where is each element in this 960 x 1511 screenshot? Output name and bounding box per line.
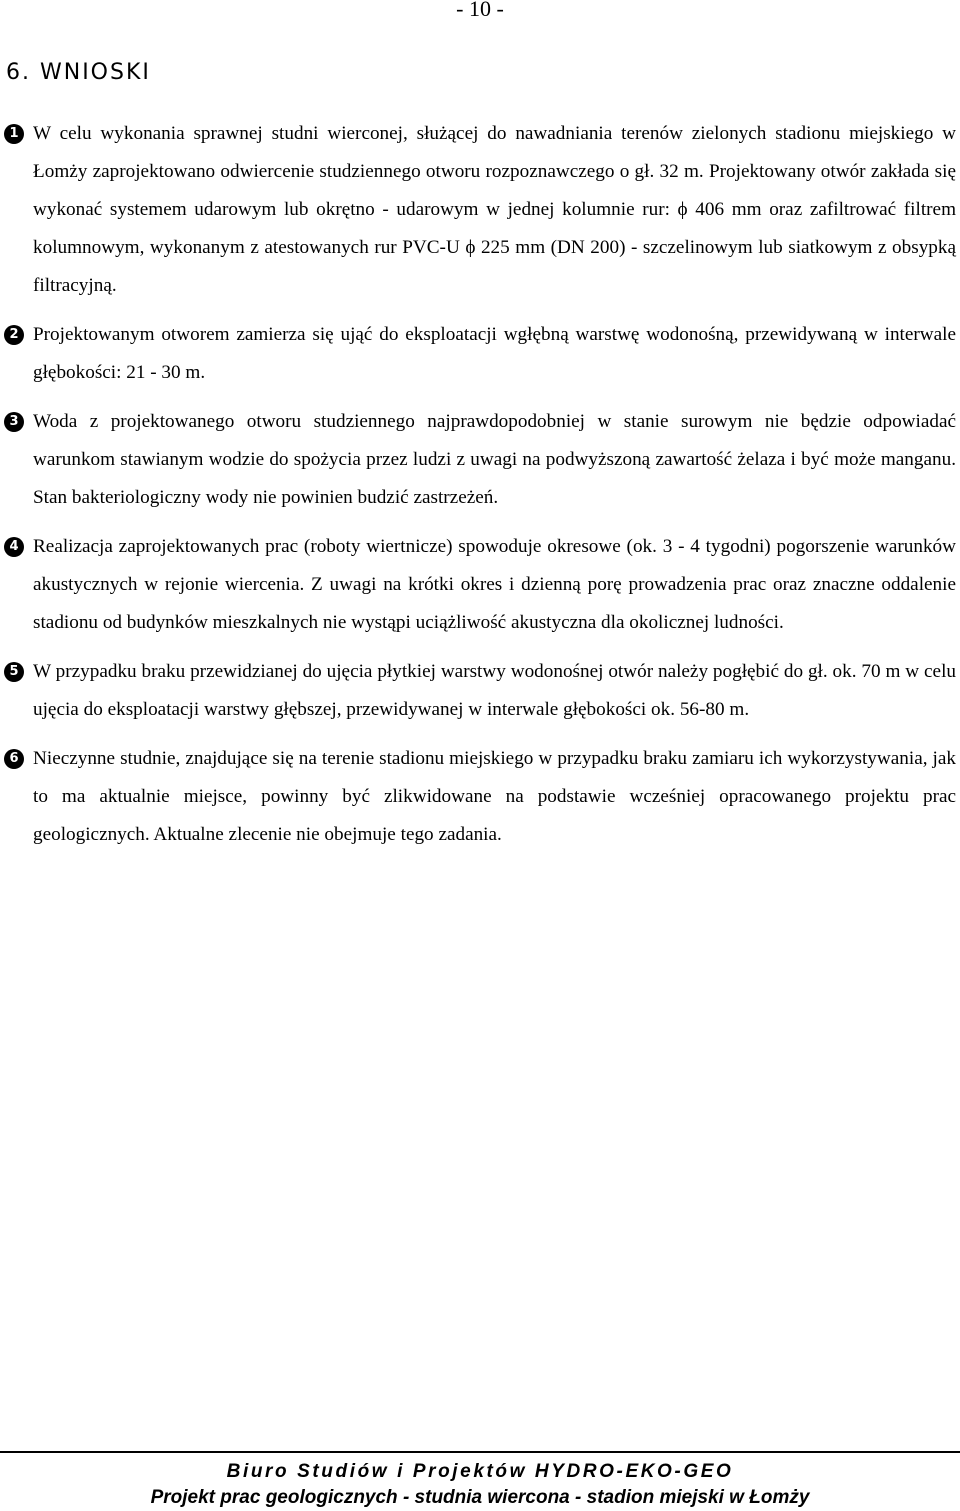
conclusion-item-4	[0, 528, 960, 642]
footer-project: Projekt prac geologicznych - studnia wiercona - stadion miejski w Łomży	[150, 1487, 810, 1508]
conclusion-text: W przypadku braku przewidzianej do ujęcia płytkiej warstwy wodonośnej otwór należy pogłębić do gł. ok. 70 m w celu ujęcia do eksploatacji warstwy głębszej, przewidywanej w interwale głębokości ok. 56-80 m.	[33, 661, 956, 720]
number-4-icon: 4	[4, 537, 24, 557]
page-footer	[0, 1451, 960, 1511]
number-2-icon: 2	[4, 325, 24, 345]
conclusion-item-3	[0, 403, 960, 517]
conclusion-text: Nieczynne studnie, znajdujące się na terenie stadionu miejskiego w przypadku braku zamiaru ich wykorzystywania, jak to ma aktualnie miejsce, powinny być zlikwidowane na podstawie wcześniej opracowanego projektu prac geologicznych. Aktualne zlecenie nie obejmuje tego zadania.	[33, 748, 956, 845]
number-6-icon: 6	[4, 749, 24, 769]
conclusion-item-6	[0, 740, 960, 854]
page-number: - 10 -	[456, 0, 504, 21]
conclusion-text: Projektowanym otworem zamierza się ująć do eksploatacji wgłębną warstwę wodonośną, przewidywaną w interwale głębokości: 21 - 30 m.	[33, 324, 956, 383]
conclusion-item-2	[0, 316, 960, 392]
number-5-icon: 5	[4, 662, 24, 682]
conclusion-item-5	[0, 653, 960, 729]
conclusion-item-1	[0, 115, 960, 305]
conclusions-list	[0, 115, 960, 865]
number-1-icon: 1	[4, 124, 24, 144]
conclusion-text: Woda z projektowanego otworu studziennego najprawdopodobniej w stanie surowym nie będzie odpowiadać warunkom stawianym wodzie do spożycia przez ludzi z uwagi na podwyższoną zawartość żelaza i być może manganu. Stan bakteriologiczny wody nie powinien budzić zastrzeżeń.	[33, 411, 956, 508]
footer-company: Biuro Studiów i Projektów HYDRO-EKO-GEO	[226, 1461, 734, 1482]
section-title: 6. WNIOSKI	[6, 60, 151, 85]
conclusion-text: Realizacja zaprojektowanych prac (roboty wiertnicze) spowoduje okresowe (ok. 3 - 4 tygodni) pogorszenie warunków akustycznych w rejonie wiercenia. Z uwagi na krótki okres i dzienną porę prowadzenia prac oraz znaczne oddalenie stadionu od budynków mieszkalnych nie wystąpi uciążliwość akustyczna dla okolicznej ludności.	[33, 536, 956, 633]
conclusion-text: W celu wykonania sprawnej studni wierconej, służącej do nawadniania terenów zielonych stadionu miejskiego w Łomży zaprojektowano odwiercenie studziennego otworu rozpoznawczego o gł. 32 m. Projektowany otwór zakłada się wykonać systemem udarowym lub okrętno - udarowym w jednej kolumnie rur: ϕ 406 mm oraz zafiltrować filtrem kolumnowym, wykonanym z atestowanych rur PVC-U ϕ 225 mm (DN 200) - szczelinowym lub siatkowym z obsypką filtracyjną.	[33, 123, 956, 296]
number-3-icon: 3	[4, 412, 24, 432]
